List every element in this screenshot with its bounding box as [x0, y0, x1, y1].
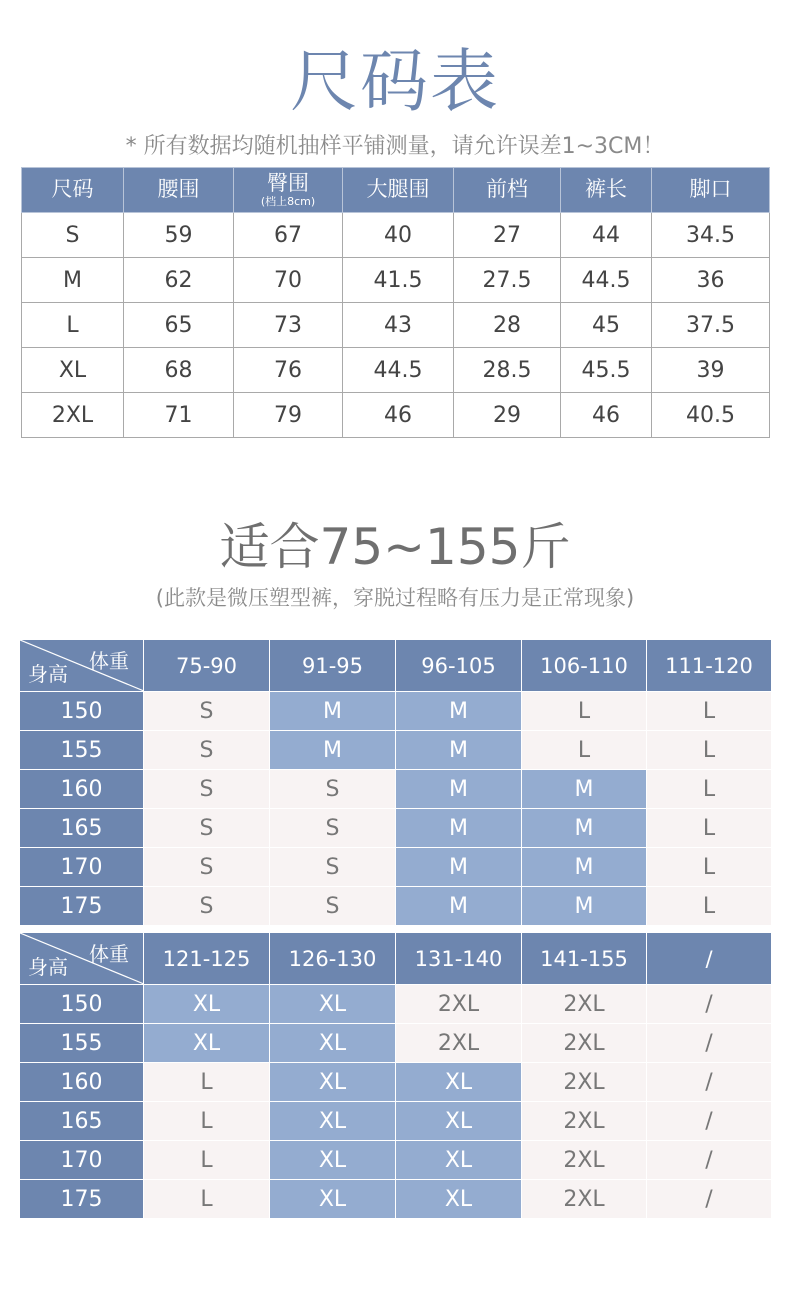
recommended-size-cell: XL — [270, 1180, 396, 1219]
table-row — [22, 348, 770, 393]
recommended-size-cell: M — [396, 770, 522, 809]
weight-range-header: 141-155 — [522, 933, 647, 985]
cell-thigh: 41.5 — [343, 258, 454, 303]
weight-range-header: 121-125 — [144, 933, 270, 985]
weight-range-header: 106-110 — [522, 640, 647, 692]
table-row — [22, 303, 770, 348]
recommended-size-cell: M — [270, 692, 396, 731]
recommended-size-cell: S — [144, 887, 270, 926]
recommended-size-cell: XL — [270, 985, 396, 1024]
cell-thigh: 43 — [343, 303, 454, 348]
cell-size: L — [22, 303, 124, 348]
fit-chart-title: 适合75~155斤 — [219, 518, 571, 576]
recommended-size-cell: M — [396, 731, 522, 770]
cell-waist: 68 — [124, 348, 234, 393]
fit-table-block-2 — [19, 932, 772, 1219]
weight-range-header: / — [647, 933, 772, 985]
fit-table-block-1 — [19, 639, 772, 926]
weight-height-corner — [20, 933, 144, 985]
recommended-size-cell: M — [396, 848, 522, 887]
recommended-size-cell: XL — [144, 1024, 270, 1063]
table-row — [20, 985, 772, 1024]
col-header-hip — [234, 168, 343, 213]
height-value: 165 — [20, 1102, 144, 1141]
height-value: 165 — [20, 809, 144, 848]
recommended-size-cell: S — [270, 848, 396, 887]
table-row — [20, 1102, 772, 1141]
col-header-front-rise: 前档 — [454, 168, 561, 213]
cell-waist: 62 — [124, 258, 234, 303]
table-row — [20, 887, 772, 926]
recommended-size-cell: L — [647, 770, 772, 809]
recommended-size-cell: XL — [396, 1180, 522, 1219]
cell-front-rise: 28 — [454, 303, 561, 348]
recommended-size-cell: S — [144, 731, 270, 770]
table-row — [20, 731, 772, 770]
height-value: 155 — [20, 1024, 144, 1063]
height-value: 170 — [20, 1141, 144, 1180]
recommended-size-cell: S — [144, 770, 270, 809]
recommended-size-cell: 2XL — [522, 1024, 647, 1063]
height-value: 160 — [20, 1063, 144, 1102]
weight-range-header: 96-105 — [396, 640, 522, 692]
recommended-size-cell: XL — [396, 1063, 522, 1102]
height-value: 150 — [20, 985, 144, 1024]
cell-hem: 39 — [652, 348, 770, 393]
recommended-size-cell: 2XL — [522, 1141, 647, 1180]
height-value: 160 — [20, 770, 144, 809]
cell-hem: 34.5 — [652, 213, 770, 258]
col-header-hip-sub: (档上8cm) — [260, 194, 316, 208]
recommended-size-cell: XL — [270, 1141, 396, 1180]
recommended-size-cell: 2XL — [522, 1102, 647, 1141]
recommended-size-cell: 2XL — [522, 1180, 647, 1219]
recommended-size-cell: S — [144, 848, 270, 887]
recommended-size-cell: M — [396, 692, 522, 731]
weight-range-header: 75-90 — [144, 640, 270, 692]
table-row — [20, 770, 772, 809]
table-row — [20, 1024, 772, 1063]
cell-length: 44 — [561, 213, 652, 258]
recommended-size-cell: S — [144, 692, 270, 731]
height-value: 155 — [20, 731, 144, 770]
recommended-size-cell: M — [522, 770, 647, 809]
recommended-size-cell: XL — [270, 1063, 396, 1102]
recommended-size-cell: L — [144, 1063, 270, 1102]
cell-size: XL — [22, 348, 124, 393]
cell-thigh: 46 — [343, 393, 454, 438]
cell-hip: 76 — [234, 348, 343, 393]
size-chart-title: 尺码表 — [289, 43, 500, 122]
col-header-waist: 腰围 — [124, 168, 234, 213]
col-header-hip-label: 臀围 — [267, 171, 309, 196]
table-row — [20, 1180, 772, 1219]
size-table — [21, 167, 770, 438]
recommended-size-cell: XL — [396, 1102, 522, 1141]
recommended-size-cell: M — [396, 887, 522, 926]
col-header-size: 尺码 — [22, 168, 124, 213]
table-row — [20, 1063, 772, 1102]
size-table-header — [22, 168, 770, 213]
height-value: 175 — [20, 1180, 144, 1219]
cell-hip: 79 — [234, 393, 343, 438]
recommended-size-cell: XL — [270, 1102, 396, 1141]
cell-front-rise: 29 — [454, 393, 561, 438]
recommended-size-cell: 2XL — [522, 1063, 647, 1102]
recommended-size-cell: M — [396, 809, 522, 848]
cell-size: 2XL — [22, 393, 124, 438]
recommended-size-cell: L — [522, 731, 647, 770]
table-row — [20, 1141, 772, 1180]
cell-waist: 71 — [124, 393, 234, 438]
recommended-size-cell: S — [270, 809, 396, 848]
height-value: 170 — [20, 848, 144, 887]
weight-label: 体重 — [89, 942, 129, 966]
table-row — [20, 809, 772, 848]
recommended-size-cell: / — [647, 1024, 772, 1063]
recommended-size-cell: L — [647, 887, 772, 926]
cell-hem: 36 — [652, 258, 770, 303]
recommended-size-cell: L — [144, 1141, 270, 1180]
height-label: 身高 — [28, 955, 68, 979]
recommended-size-cell: L — [647, 731, 772, 770]
height-value: 150 — [20, 692, 144, 731]
col-header-hem: 脚口 — [652, 168, 770, 213]
recommended-size-cell: / — [647, 985, 772, 1024]
recommended-size-cell: XL — [270, 1024, 396, 1063]
recommended-size-cell: 2XL — [396, 1024, 522, 1063]
recommended-size-cell: 2XL — [396, 985, 522, 1024]
recommended-size-cell: / — [647, 1063, 772, 1102]
recommended-size-cell: L — [522, 692, 647, 731]
recommended-size-cell: M — [522, 809, 647, 848]
recommended-size-cell: M — [522, 887, 647, 926]
weight-range-header: 131-140 — [396, 933, 522, 985]
recommended-size-cell: M — [522, 848, 647, 887]
cell-front-rise: 27.5 — [454, 258, 561, 303]
fit-header-row — [20, 933, 772, 985]
recommended-size-cell: M — [270, 731, 396, 770]
table-row — [20, 692, 772, 731]
recommended-size-cell: L — [144, 1180, 270, 1219]
recommended-size-cell: / — [647, 1102, 772, 1141]
height-label: 身高 — [28, 662, 68, 686]
cell-hip: 67 — [234, 213, 343, 258]
col-header-thigh: 大腿围 — [343, 168, 454, 213]
cell-hip: 73 — [234, 303, 343, 348]
cell-size: M — [22, 258, 124, 303]
col-header-length: 裤长 — [561, 168, 652, 213]
recommended-size-cell: / — [647, 1180, 772, 1219]
recommended-size-cell: L — [144, 1102, 270, 1141]
recommended-size-cell: S — [270, 770, 396, 809]
table-row — [20, 848, 772, 887]
recommended-size-cell: L — [647, 848, 772, 887]
recommended-size-cell: L — [647, 692, 772, 731]
cell-length: 45 — [561, 303, 652, 348]
cell-hip: 70 — [234, 258, 343, 303]
cell-length: 44.5 — [561, 258, 652, 303]
fit-chart-note: (此款是微压塑型裤，穿脱过程略有压力是正常现象) — [155, 586, 635, 610]
weight-label: 体重 — [89, 649, 129, 673]
cell-hem: 37.5 — [652, 303, 770, 348]
weight-range-header: 126-130 — [270, 933, 396, 985]
cell-size: S — [22, 213, 124, 258]
cell-front-rise: 27 — [454, 213, 561, 258]
weight-height-corner — [20, 640, 144, 692]
recommended-size-cell: XL — [144, 985, 270, 1024]
cell-length: 46 — [561, 393, 652, 438]
recommended-size-cell: XL — [396, 1141, 522, 1180]
cell-hem: 40.5 — [652, 393, 770, 438]
table-row — [22, 393, 770, 438]
cell-thigh: 44.5 — [343, 348, 454, 393]
weight-range-header: 111-120 — [647, 640, 772, 692]
cell-thigh: 40 — [343, 213, 454, 258]
cell-waist: 59 — [124, 213, 234, 258]
size-chart-note: * 所有数据均随机抽样平铺测量，请允许误差1~3CM！ — [125, 134, 665, 159]
weight-range-header: 91-95 — [270, 640, 396, 692]
table-row — [22, 213, 770, 258]
cell-waist: 65 — [124, 303, 234, 348]
table-row — [22, 258, 770, 303]
cell-length: 45.5 — [561, 348, 652, 393]
recommended-size-cell: L — [647, 809, 772, 848]
cell-front-rise: 28.5 — [454, 348, 561, 393]
recommended-size-cell: / — [647, 1141, 772, 1180]
recommended-size-cell: S — [270, 887, 396, 926]
recommended-size-cell: 2XL — [522, 985, 647, 1024]
height-value: 175 — [20, 887, 144, 926]
recommended-size-cell: S — [144, 809, 270, 848]
fit-header-row — [20, 640, 772, 692]
